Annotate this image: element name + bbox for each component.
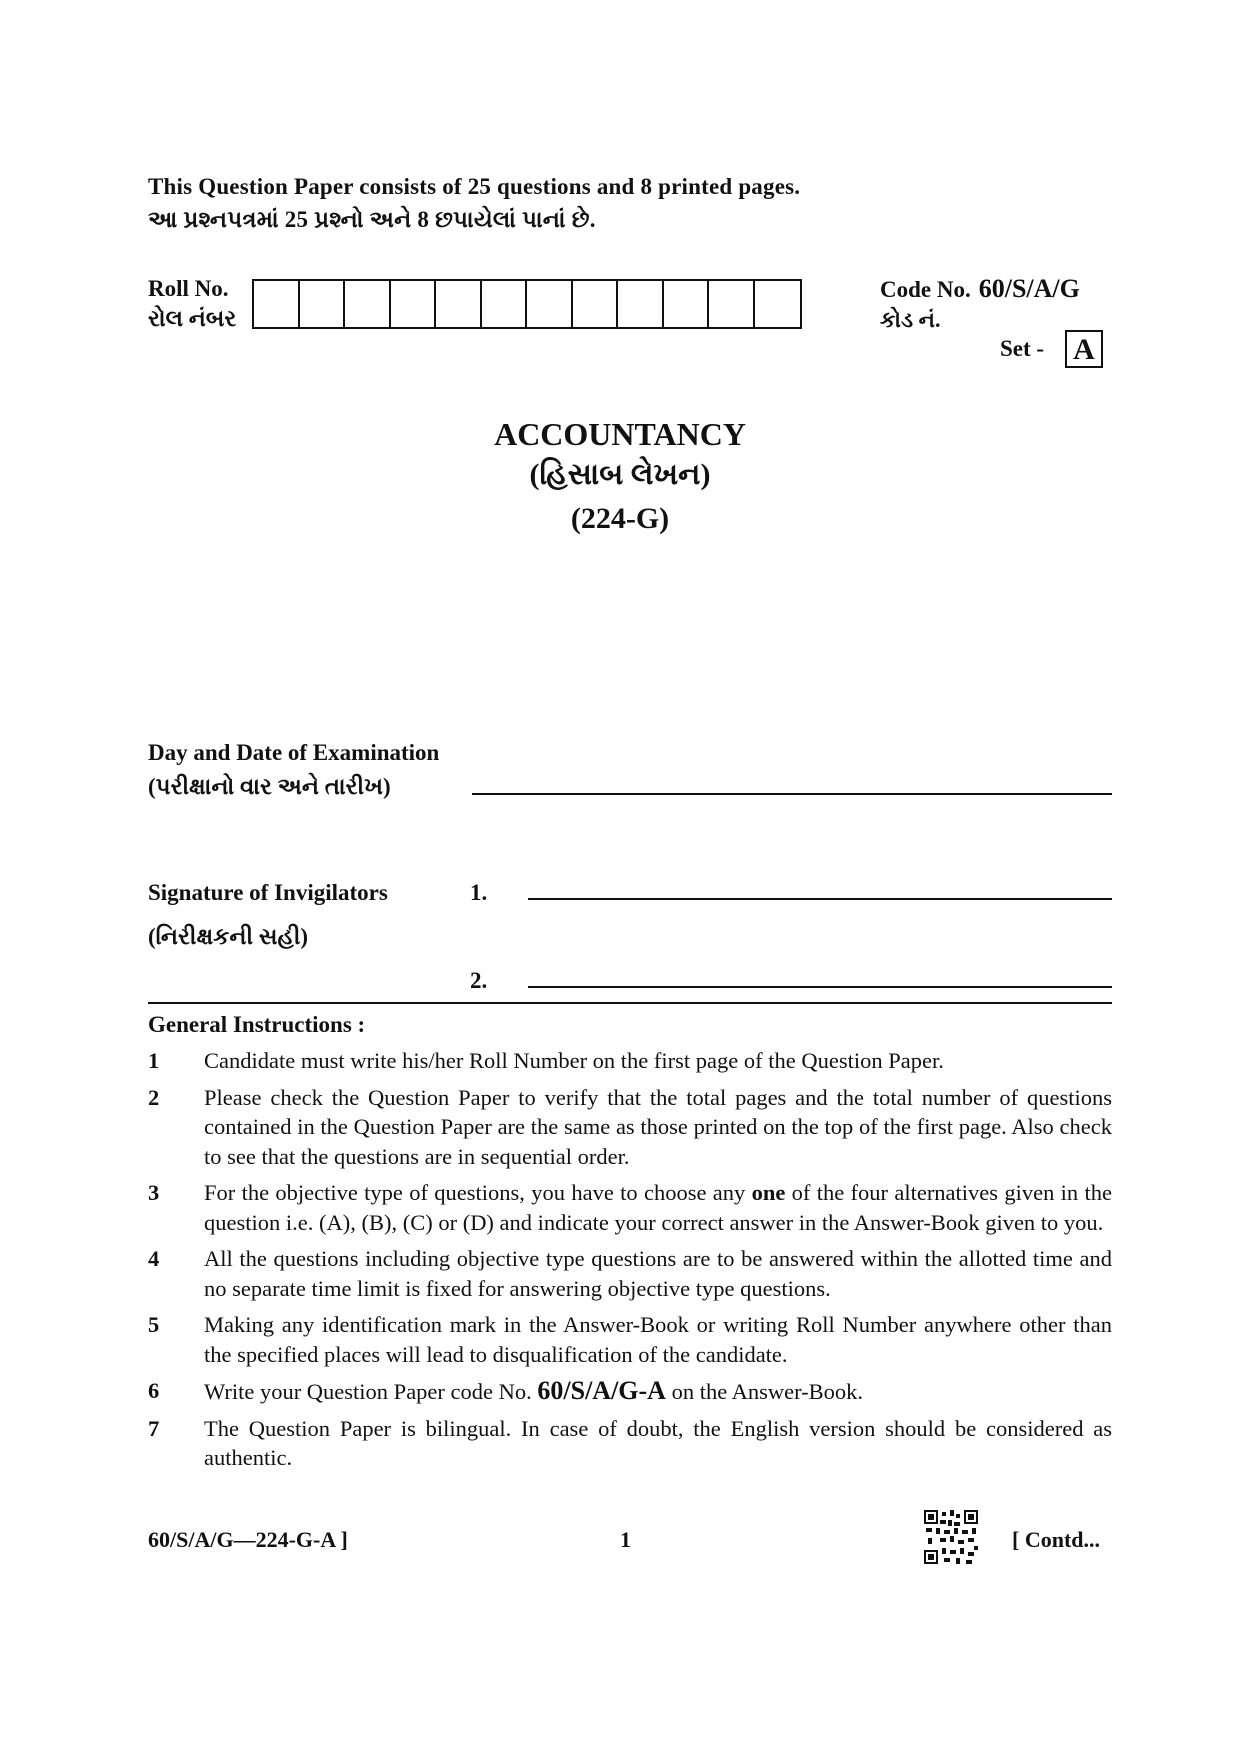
instruction-text: Candidate must write his/her Roll Number on the first page of the Question Paper. bbox=[204, 1048, 944, 1073]
instruction-item bbox=[148, 1178, 1112, 1237]
roll-number-box[interactable] bbox=[527, 281, 573, 327]
roll-number-box[interactable] bbox=[482, 281, 528, 327]
roll-number-box[interactable] bbox=[436, 281, 482, 327]
instruction-number: 7 bbox=[148, 1415, 160, 1441]
code-number-value: 60/S/A/G bbox=[978, 274, 1080, 303]
roll-number-box[interactable] bbox=[573, 281, 619, 327]
roll-number-box[interactable] bbox=[618, 281, 664, 327]
instruction-text-part: of the four alternatives given in the question i.e. (A), (B), (C) or (D) and indicate your correct answer in the Answer-Book given to you. bbox=[204, 1180, 1112, 1235]
instruction-number: 5 bbox=[148, 1312, 160, 1337]
subject-code: (224-G) bbox=[570, 502, 670, 535]
code-number-label: Code No. bbox=[880, 277, 971, 302]
instruction-number: 4 bbox=[148, 1246, 160, 1271]
instructions-list bbox=[148, 1046, 1112, 1480]
instruction-number: 1 bbox=[148, 1048, 160, 1073]
instruction-text-part: For the objective type of questions, you have to choose any bbox=[204, 1180, 752, 1205]
instruction-item bbox=[148, 1046, 1112, 1076]
instruction-item bbox=[148, 1083, 1112, 1172]
invigilator-2-signature-line[interactable] bbox=[528, 986, 1112, 988]
code-number-label-gu: કોડ નં. bbox=[880, 307, 941, 332]
instruction-item bbox=[148, 1244, 1112, 1303]
set-label: Set - bbox=[1000, 336, 1045, 361]
exam-date-field-line[interactable] bbox=[472, 793, 1112, 795]
instruction-emphasis: one bbox=[751, 1180, 786, 1205]
footer-contd: [ Contd... bbox=[1012, 1527, 1101, 1552]
instruction-item bbox=[148, 1414, 1112, 1473]
roll-number-label-en: Roll No. bbox=[148, 276, 229, 301]
roll-number-box[interactable] bbox=[709, 281, 755, 327]
invigilator-2-number: 2. bbox=[470, 968, 488, 993]
instruction-item bbox=[148, 1310, 1112, 1369]
instruction-number: 6 bbox=[148, 1378, 160, 1403]
set-value-box: A bbox=[1065, 330, 1103, 368]
roll-number-box[interactable] bbox=[254, 281, 300, 327]
instruction-text-part: Write your Question Paper code No. bbox=[204, 1379, 538, 1404]
instruction-text: All the questions including objective type questions are to be answered within the allotted time and no separate time limit is fixed for answering objective type questions. bbox=[204, 1246, 1112, 1301]
qr-code-icon bbox=[924, 1510, 978, 1564]
instruction-number: 2 bbox=[148, 1084, 160, 1110]
invigilator-signature-label-gu: (નિરીક્ષકની સહી) bbox=[148, 924, 309, 949]
instruction-paper-code: 60/S/A/G-A bbox=[537, 1376, 666, 1405]
instruction-text bbox=[204, 1178, 1112, 1237]
instruction-item bbox=[148, 1376, 1112, 1407]
roll-number-box[interactable] bbox=[391, 281, 437, 327]
exam-date-label-gu: (પરીક્ષાનો વાર અને તારીખ) bbox=[148, 774, 391, 799]
invigilator-1-number: 1. bbox=[470, 880, 488, 905]
header-pages-note-en: This Question Paper consists of 25 questions and 8 printed pages. bbox=[148, 174, 801, 199]
roll-number-label-gu: રોલ નંબર bbox=[148, 306, 237, 331]
section-divider bbox=[148, 1002, 1112, 1004]
instruction-number: 3 bbox=[148, 1180, 160, 1205]
roll-number-box[interactable] bbox=[300, 281, 346, 327]
footer-page-number: 1 bbox=[620, 1527, 631, 1552]
instruction-text: Making any identification mark in the Answer-Book or writing Roll Number anywhere other than the specified places will lead to disqualification of the candidate. bbox=[204, 1312, 1112, 1367]
subject-title-en: ACCOUNTANCY bbox=[494, 416, 746, 452]
roll-number-boxes[interactable] bbox=[252, 279, 802, 329]
roll-number-box[interactable] bbox=[755, 281, 801, 327]
subject-title-gu: (હિસાબ લેખન) bbox=[529, 458, 711, 491]
instruction-text: Please check the Question Paper to verify that the total pages and the total number of questions contained in the Question Paper are the same as those printed on the top of the first page. Also check to see that the questions are in sequential order. bbox=[204, 1084, 1112, 1169]
instruction-text-part: on the Answer-Book. bbox=[665, 1379, 863, 1404]
header-pages-note-gu: આ પ્રશ્નપત્રમાં 25 પ્રશ્નો અને 8 છપાયેલાં પાનાં છે. bbox=[148, 207, 596, 232]
footer-paper-code: 60/S/A/G—224-G-A ] bbox=[148, 1527, 348, 1552]
roll-number-box[interactable] bbox=[345, 281, 391, 327]
instruction-text bbox=[204, 1376, 1112, 1407]
instruction-text: The Question Paper is bilingual. In case of doubt, the English version should be considered as authentic. bbox=[204, 1415, 1112, 1470]
invigilator-1-signature-line[interactable] bbox=[528, 898, 1112, 900]
general-instructions-title: General Instructions : bbox=[148, 1012, 366, 1037]
exam-date-label-en: Day and Date of Examination bbox=[148, 740, 440, 765]
code-number bbox=[880, 274, 1080, 304]
invigilator-signature-label-en: Signature of Invigilators bbox=[148, 880, 388, 905]
roll-number-box[interactable] bbox=[664, 281, 710, 327]
